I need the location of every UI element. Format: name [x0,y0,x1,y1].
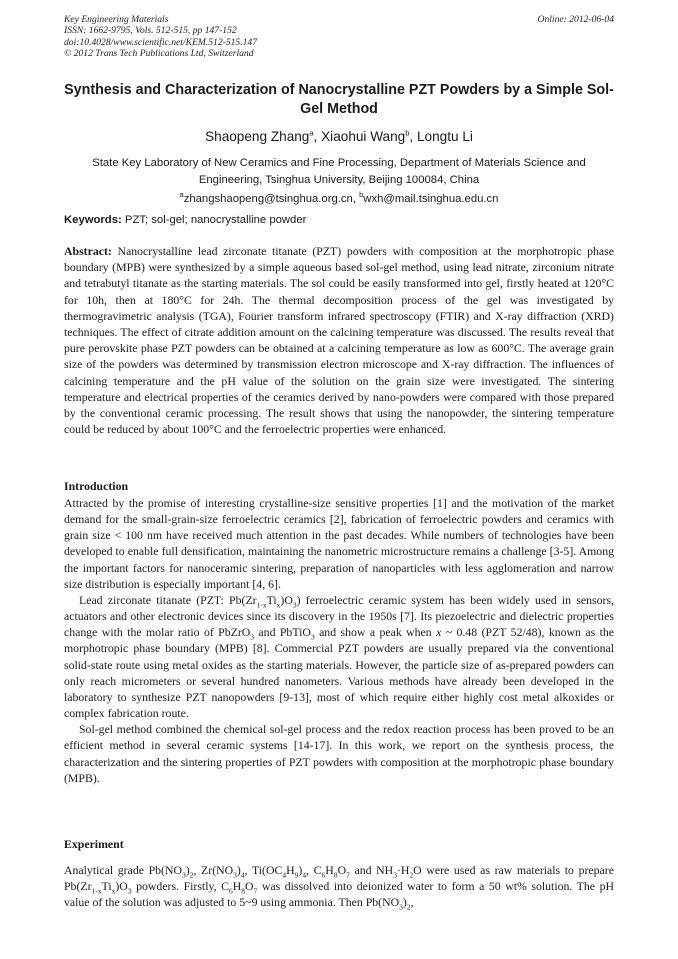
email-mark: a [179,190,184,200]
paper-title: Synthesis and Characterization of Nanocrystalline PZT Powders by a Simple Sol-Gel Method [64,82,614,117]
keywords-label: Keywords: [64,214,122,226]
online-date: Online: 2012-06-04 [537,14,614,25]
email-link[interactable]: zhangshaopeng@tsinghua.org.cn [183,193,353,205]
paragraph: Sol-gel method combined the chemical sol-gel process and the redox reaction process has been proved to be an efficient method in several ceramic systems [14-17]. In this work, we report on the synthesis process, the characterization and the sintering properties of PZT powders with composition at the morphotropic phase boundary (MPB). [64,722,614,785]
doi-line: doi:10.4028/www.scientific.net/KEM.512-515.147 [64,36,258,48]
journal-name: Key Engineering Materials [64,14,169,25]
author-affil-mark: a [309,128,314,138]
abstract-text: Nanocrystalline lead zirconate titanate (PZT) powders with composition at the morphotropic phase boundary (MPB) were synthesized by a simple aqueous based sol-gel method, using lead nitrate, zirconium nitrate and tetrabutyl titanate as the starting materials. The sol could be easily transformed into gel, firstly heated at 120°C for 10h, then at 180°C for 24h. The thermal decomposition process of the gel was investigated by thermogravimetric analysis (TGA), Fourier transform infrared spectroscopy (FTIR) and X-ray diffraction (XRD) techniques. The effect of citrate addition amount on the calcining temperature was discussed. The results reveal that pure perovskite phase PZT powders can be obtained at a calcining temperature as low as 600°C. The average grain size of the powders was determined by transmission electron microscope and X-ray diffraction. The influences of calcining temperature and the pH value of the solution on the grain size were investigated. The sintering temperature and electrical properties of the ceramics derived by nano-powders were compared with those prepared by the conventional ceramic processing. The result shows that using the nanopowder, the sintering temperature could be reduced by about 100°C and the ferroelectric properties were enhanced. [64,244,614,437]
email-link[interactable]: wxh@mail.tsinghua.edu.cn [363,193,499,205]
issn-line: ISSN: 1662-9795, Vols. 512-515, pp 147-152 [64,25,237,37]
author-affil-mark: b [405,128,410,138]
author-separator: , [313,129,322,144]
abstract-label: Abstract: [64,244,112,258]
introduction-body [64,495,614,786]
author-list [64,128,614,146]
author-name: Shaopeng Zhang [205,129,310,144]
experiment-body [64,862,614,910]
copyright-line: © 2012 Trans Tech Publications Ltd, Switzerland [64,48,254,60]
keywords-text: PZT; sol-gel; nanocrystalline powder [124,214,307,226]
section-heading-experiment: Experiment [64,837,124,851]
author-name: Longtu Li [416,129,473,144]
paragraph: Attracted by the promise of interesting crystalline-size sensitive properties [1] and the motivation of the market demand for the small-grain-size ferroelectric ceramics [2], fabrication of ferroelectric powders and ceramics with grain size < 100 nm have received much attention in the past decades. While numbers of technologies have been developed to enable full densification, maintaining the nanometric microstructure remains a challenge [3-5]. Among the important factors for nanoceramic sintering, preparation of nanoparticles with less agglomeration and narrow size distribution is especially important [4, 6]. [64,496,614,591]
author-name: Xiaohui Wang [321,129,406,144]
email-mark: b [359,190,364,200]
section-heading-introduction: Introduction [64,479,129,493]
author-emails: $^a$zhangshaopeng@tsinghua.org.cn, $^b$wxh@mail.tsinghua.edu.cn [179,190,499,205]
author-separator: , [409,129,417,144]
keywords [64,212,614,228]
paragraph: Lead zirconate titanate (PZT: $Pb(Zr_{1-x}Ti_x)O_3$) ferroelectric ceramic system has been widely used in sensors, actuators and other electronic devices since its discovery in the 1950s [7]. Its piezoelectric and dielectric properties change with the molar ratio of PbZrO$_3$ and PbTiO$_3$ and show a peak when x ~ 0.48 (PZT 52/48), known as the morphotropic phase boundary (MPB) [8]. Commercial PZT powders are usually prepared via the conventional solid-state route using metal oxides as the starting materials. However, the particle size of as-prepared powders can only reach micrometers or several hundred nanometers. Various methods have already been developed in the laboratory to synthesize PZT nanopowders [9-13], most of which require either highly cost metal alkoxides or complex fabrication route. [64,592,614,721]
journal-header [64,14,257,60]
abstract [64,243,614,437]
paragraph: Analytical grade $Pb(NO_3)_2$, $Zr(NO_3)_4$, $Ti(OC_4H_9)_4$, $C_6H_8O_7$ and $NH_3\cdot H_2O$ were used as raw materials to prepare $Pb(Zr_{1-x}Ti_x)O_3$ powders. Firstly, $C_6H_8O_7$ was dissolved into deionized water to form a 50 wt% solution. The pH value of the solution was adjusted to 5~9 using ammonia. Then $Pb(NO_3)_2$, [64,863,614,912]
affiliation: State Key Laboratory of New Ceramics and Fine Processing, Department of Materials Science and Engineering, Tsinghua University, Beijing 100084, China [92,157,586,186]
